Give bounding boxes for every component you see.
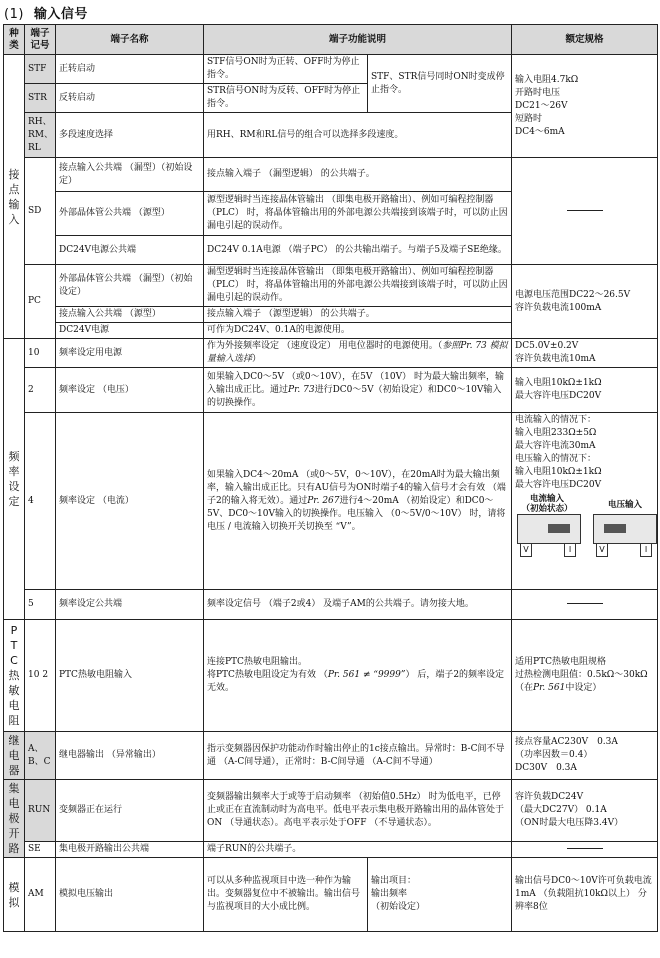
terminal-symbol: 5 — [25, 590, 56, 620]
terminal-symbol: 10 — [25, 339, 56, 368]
rating-ptc: 适用PTC热敏电阻规格 过热检测电阻值：0.5kΩ～30kΩ （在Pr. 561中设定） — [512, 620, 658, 732]
table-row — [4, 339, 658, 368]
terminal-name: 反转启动 — [56, 84, 204, 113]
terminal-name: PTC热敏电阻输入 — [56, 620, 204, 732]
terminal-name: 外部晶体管公共端 （漏型）（初始设定） — [56, 265, 204, 307]
terminal-name: 接点输入公共端 （源型） — [56, 307, 204, 323]
terminal-symbol: AM — [25, 858, 56, 932]
table-row — [4, 55, 658, 84]
category-ptc: P T C 热 敏 电 阻 — [4, 620, 25, 732]
terminal-symbol: 4 — [25, 413, 56, 590]
rating-none — [512, 590, 658, 620]
terminal-function: 连接PTC热敏电阻输出。 将PTC热敏电阻设定为有效 （Pr. 561 ≠ “9999”） 后，端子2的频率设定无效。 — [204, 620, 512, 732]
rating-4: 电流输入的情况下： 输入电阻233Ω±5Ω 最大容许电流30mA 电压输入的情况下： 输入电阻10kΩ±1kΩ 最大容许电压DC20V 电流输入 （初始状态） 电压输入 V I V I — [512, 413, 658, 590]
terminal-name: 频率设定 （电流） — [56, 413, 204, 590]
table-row — [4, 732, 658, 780]
header-kind: 种类 — [4, 25, 25, 55]
voltage-current-switch-illustration — [515, 494, 654, 556]
input-signal-table — [3, 24, 658, 932]
category-frequency: 频 率 设 定 — [4, 339, 25, 620]
section-title: 输入信号 — [33, 7, 88, 22]
terminal-name: 集电极开路输出公共端 — [56, 842, 204, 858]
switch-current-position: V I — [517, 514, 581, 544]
terminal-function: DC24V 0.1A电源 （端子PC） 的公共输出端子。与端子5及端子SE绝缘。 — [204, 236, 512, 265]
terminal-symbol: PC — [25, 265, 56, 339]
rating-am: 输出信号DC0～10V许可负载电流1mA （负载阻抗10kΩ以上） 分辨率8位 — [512, 858, 658, 932]
terminal-function: 端子RUN的公共端子。 — [204, 842, 512, 858]
terminal-symbol: A、B、C — [25, 732, 56, 780]
table-row — [4, 590, 658, 620]
terminal-name: 接点输入公共端 （漏型）（初始设定） — [56, 158, 204, 192]
terminal-name: 频率设定 （电压） — [56, 368, 204, 413]
terminal-function: STF信号ON时为正转、OFF时为停止指令。 — [204, 55, 368, 84]
terminal-function: 如果输入DC0～5V （或0～10V），在5V （10V） 时为最大输出频率，输入输出成正比。通过Pr. 73进行DC0～5V（初始设定）和DC0～10V输入的切换操作。 — [204, 368, 512, 413]
terminal-function: STR信号ON时为反转、OFF时为停止指令。 — [204, 84, 368, 113]
terminal-name: 模拟电压输出 — [56, 858, 204, 932]
terminal-name: 多段速度选择 — [56, 113, 204, 158]
terminal-function: 接点输入端子 （漏型逻辑） 的公共端子。 — [204, 158, 512, 192]
terminal-symbol: RH、 RM、 RL — [25, 113, 56, 158]
terminal-name: 频率设定公共端 — [56, 590, 204, 620]
table-row — [4, 265, 658, 307]
switch-voltage-position: V I — [593, 514, 657, 544]
rating-10: DC5.0V±0.2V 容许负载电流10mA — [512, 339, 658, 368]
header-symbol: 端子记号 — [25, 25, 56, 55]
terminal-symbol: 2 — [25, 368, 56, 413]
terminal-function: 如果输入DC4～20mA （或0～5V，0～10V），在20mA时为最大输出频率，输入输出成正比。只有AU信号为ON时端子4的输入信号才会有效 （端子2的输入将无效）。通过Pr. 267进行4～20mA （初始设定）和DC0～5V、DC0～10V输入的切换操作。电压输入 （0～5V/0～10V） 时，请将电压 / 电流输入切换开关切换至 “V”。 — [204, 413, 512, 590]
terminal-function-common: STF、STR信号同时ON时变成停止指令。 — [368, 55, 512, 113]
rating-2: 输入电阻10kΩ±1kΩ 最大容许电压DC20V — [512, 368, 658, 413]
table-row — [4, 780, 658, 842]
table-row — [4, 620, 658, 732]
switch-current-label: 电流输入 （初始状态） — [521, 494, 573, 514]
terminal-function: 作为外接频率设定 （速度设定） 用电位器时的电源使用。（参照Pr. 73 模拟量输入选择） — [204, 339, 512, 368]
category-open-collector: 集 电 极 开 路 — [4, 780, 25, 858]
terminal-name: 正转启动 — [56, 55, 204, 84]
rating-stf: 输入电阻4.7kΩ 开路时电压 DC21～26V 短路时 DC4～6mA — [512, 55, 658, 158]
table-row — [4, 413, 658, 590]
category-relay: 继 电 器 — [4, 732, 25, 780]
terminal-name: DC24V电源公共端 — [56, 236, 204, 265]
terminal-symbol: 10 2 — [25, 620, 56, 732]
terminal-name: 频率设定用电源 — [56, 339, 204, 368]
terminal-symbol: RUN — [25, 780, 56, 842]
header-rating: 额定规格 — [512, 25, 658, 55]
header-name: 端子名称 — [56, 25, 204, 55]
output-item: 输出项目： 输出频率 （初始设定） — [368, 858, 512, 932]
terminal-name: 外部晶体管公共端 （源型） — [56, 192, 204, 236]
rating-pc: 电源电压范围DC22～26.5V 容许负载电流100mA — [512, 265, 658, 339]
rating-none — [512, 842, 658, 858]
terminal-function: 用RH、RM和RL信号的组合可以选择多段速度。 — [204, 113, 512, 158]
rating-run: 容许负载DC24V （最大DC27V） 0.1A （ON时最大电压降3.4V） — [512, 780, 658, 842]
terminal-function: 可以从多种监视项目中选一种作为输出。变频器复位中不被输出。输出信号与监视项目的大小成比例。 — [204, 858, 368, 932]
terminal-function: 频率设定信号 （端子2或4） 及端子AM的公共端子。请勿接大地。 — [204, 590, 512, 620]
terminal-function: 接点输入端子 （源型逻辑） 的公共端子。 — [204, 307, 512, 323]
terminal-symbol: STR — [25, 84, 56, 113]
header-function: 端子功能说明 — [204, 25, 512, 55]
section-number: (1) — [4, 7, 24, 22]
terminal-function: 指示变频器因保护功能动作时输出停止的1c接点输出。异常时：B-C间不导通 （A-C间导通），正常时：B-C间导通 （A-C间不导通） — [204, 732, 512, 780]
terminal-name: DC24V电源 — [56, 323, 204, 339]
section-heading — [4, 3, 88, 22]
switch-voltage-label: 电压输入 — [608, 500, 643, 510]
table-row — [4, 158, 658, 192]
header-row — [4, 25, 658, 55]
table-row — [4, 842, 658, 858]
terminal-function: 漏型逻辑时当连接晶体管输出 （即集电极开路输出）、例如可编程控制器 （PLC） 时，将晶体管输出用的外部电源公共端接到该端子时，可以防止因漏电引起的误动作。 — [204, 265, 512, 307]
terminal-symbol: STF — [25, 55, 56, 84]
table-row — [4, 368, 658, 413]
terminal-function: 源型逻辑时当连接晶体管输出 （即集电极开路输出）、例如可编程控制器 （PLC） 时，将晶体管输出用的外部电源公共端接到该端子时，可以防止因漏电引起的误动作。 — [204, 192, 512, 236]
category-contact-input: 接 点 输 入 — [4, 55, 25, 339]
category-analog: 模 拟 — [4, 858, 25, 932]
terminal-name: 变频器正在运行 — [56, 780, 204, 842]
terminal-function: 可作为DC24V、0.1A的电源使用。 — [204, 323, 512, 339]
table-row — [4, 858, 658, 932]
terminal-function: 变频器输出频率大于或等于启动频率 （初始值0.5Hz） 时为低电平，已停止或正在直流制动时为高电平。低电平表示集电极开路输出用的晶体管处于ON （导通状态）。高电平表示处于OFF （不导通状态）。 — [204, 780, 512, 842]
rating-none — [512, 158, 658, 265]
rating-relay: 接点容量AC230V 0.3A （功率因数＝0.4） DC30V 0.3A — [512, 732, 658, 780]
terminal-symbol: SD — [25, 158, 56, 265]
terminal-name: 继电器输出 （异常输出） — [56, 732, 204, 780]
terminal-symbol: SE — [25, 842, 56, 858]
